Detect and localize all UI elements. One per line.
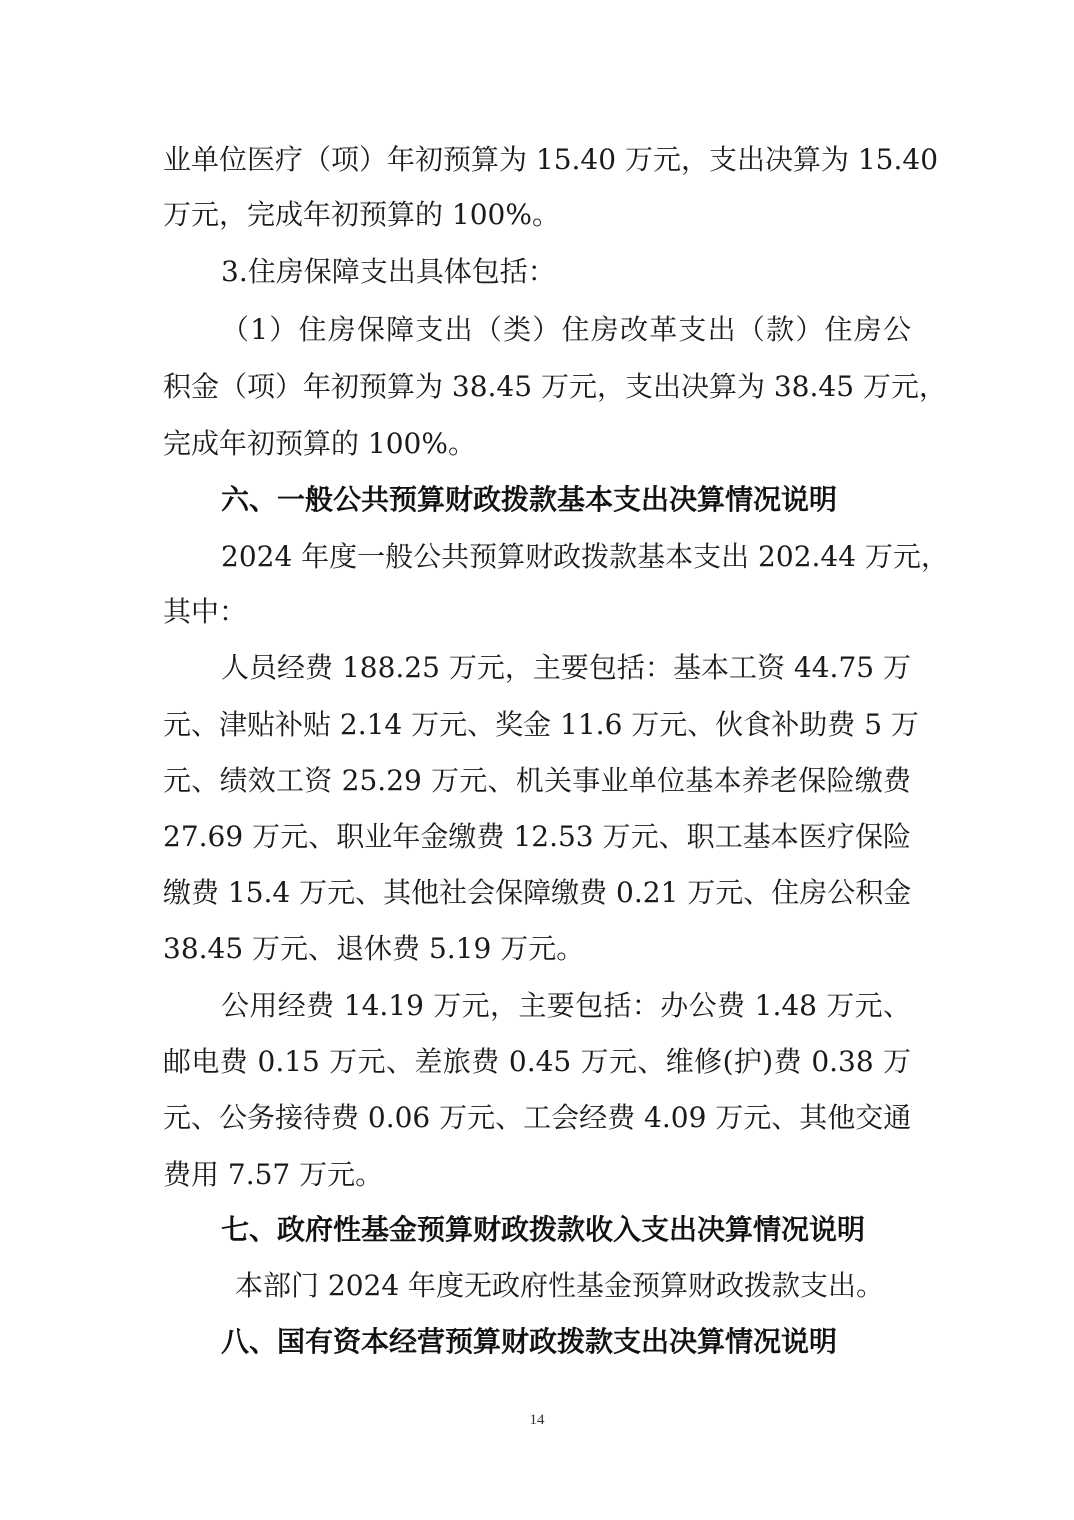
body-line: 完成年初预算的 100%。 [163,427,476,460]
section-heading-8: 八、国有资本经营预算财政拨款支出决算情况说明 [221,1325,838,1358]
body-line: 27.69 万元、职业年金缴费 12.53 万元、职工基本医疗保险 [163,820,911,853]
body-line: 万元，完成年初预算的 100%。 [163,198,560,231]
body-line: 其中： [163,595,248,628]
body-line: （1）住房保障支出（类）住房改革支出（款）住房公 [221,313,911,346]
body-line: 2024 年度一般公共预算财政拨款基本支出 202.44 万元， [221,540,949,573]
body-line: 业单位医疗（项）年初预算为 15.40 万元，支出决算为 15.40 [163,143,939,176]
body-line: 积金（项）年初预算为 38.45 万元，支出决算为 38.45 万元， [163,370,947,403]
body-line: 元、公务接待费 0.06 万元、工会经费 4.09 万元、其他交通 [163,1101,912,1134]
list-heading: 3.住房保障支出具体包括： [221,255,556,288]
page-number: 14 [529,1412,545,1428]
section-heading-6: 六、一般公共预算财政拨款基本支出决算情况说明 [221,483,838,516]
body-line: 公用经费 14.19 万元，主要包括：办公费 1.48 万元、 [221,989,911,1022]
body-line: 邮电费 0.15 万元、差旅费 0.45 万元、维修(护)费 0.38 万 [163,1045,911,1078]
body-line: 费用 7.57 万元。 [163,1158,384,1191]
section-heading-7: 七、政府性基金预算财政拨款收入支出决算情况说明 [221,1213,866,1246]
body-line: 人员经费 188.25 万元，主要包括：基本工资 44.75 万 [221,651,911,684]
body-line: 38.45 万元、退休费 5.19 万元。 [163,932,585,965]
body-line: 元、津贴补贴 2.14 万元、奖金 11.6 万元、伙食补助费 5 万 [163,708,919,741]
body-line: 元、绩效工资 25.29 万元、机关事业单位基本养老保险缴费 [163,764,911,797]
body-line: 本部门 2024 年度无政府性基金预算财政拨款支出。 [235,1269,885,1302]
body-line: 缴费 15.4 万元、其他社会保障缴费 0.21 万元、住房公积金 [163,876,912,909]
